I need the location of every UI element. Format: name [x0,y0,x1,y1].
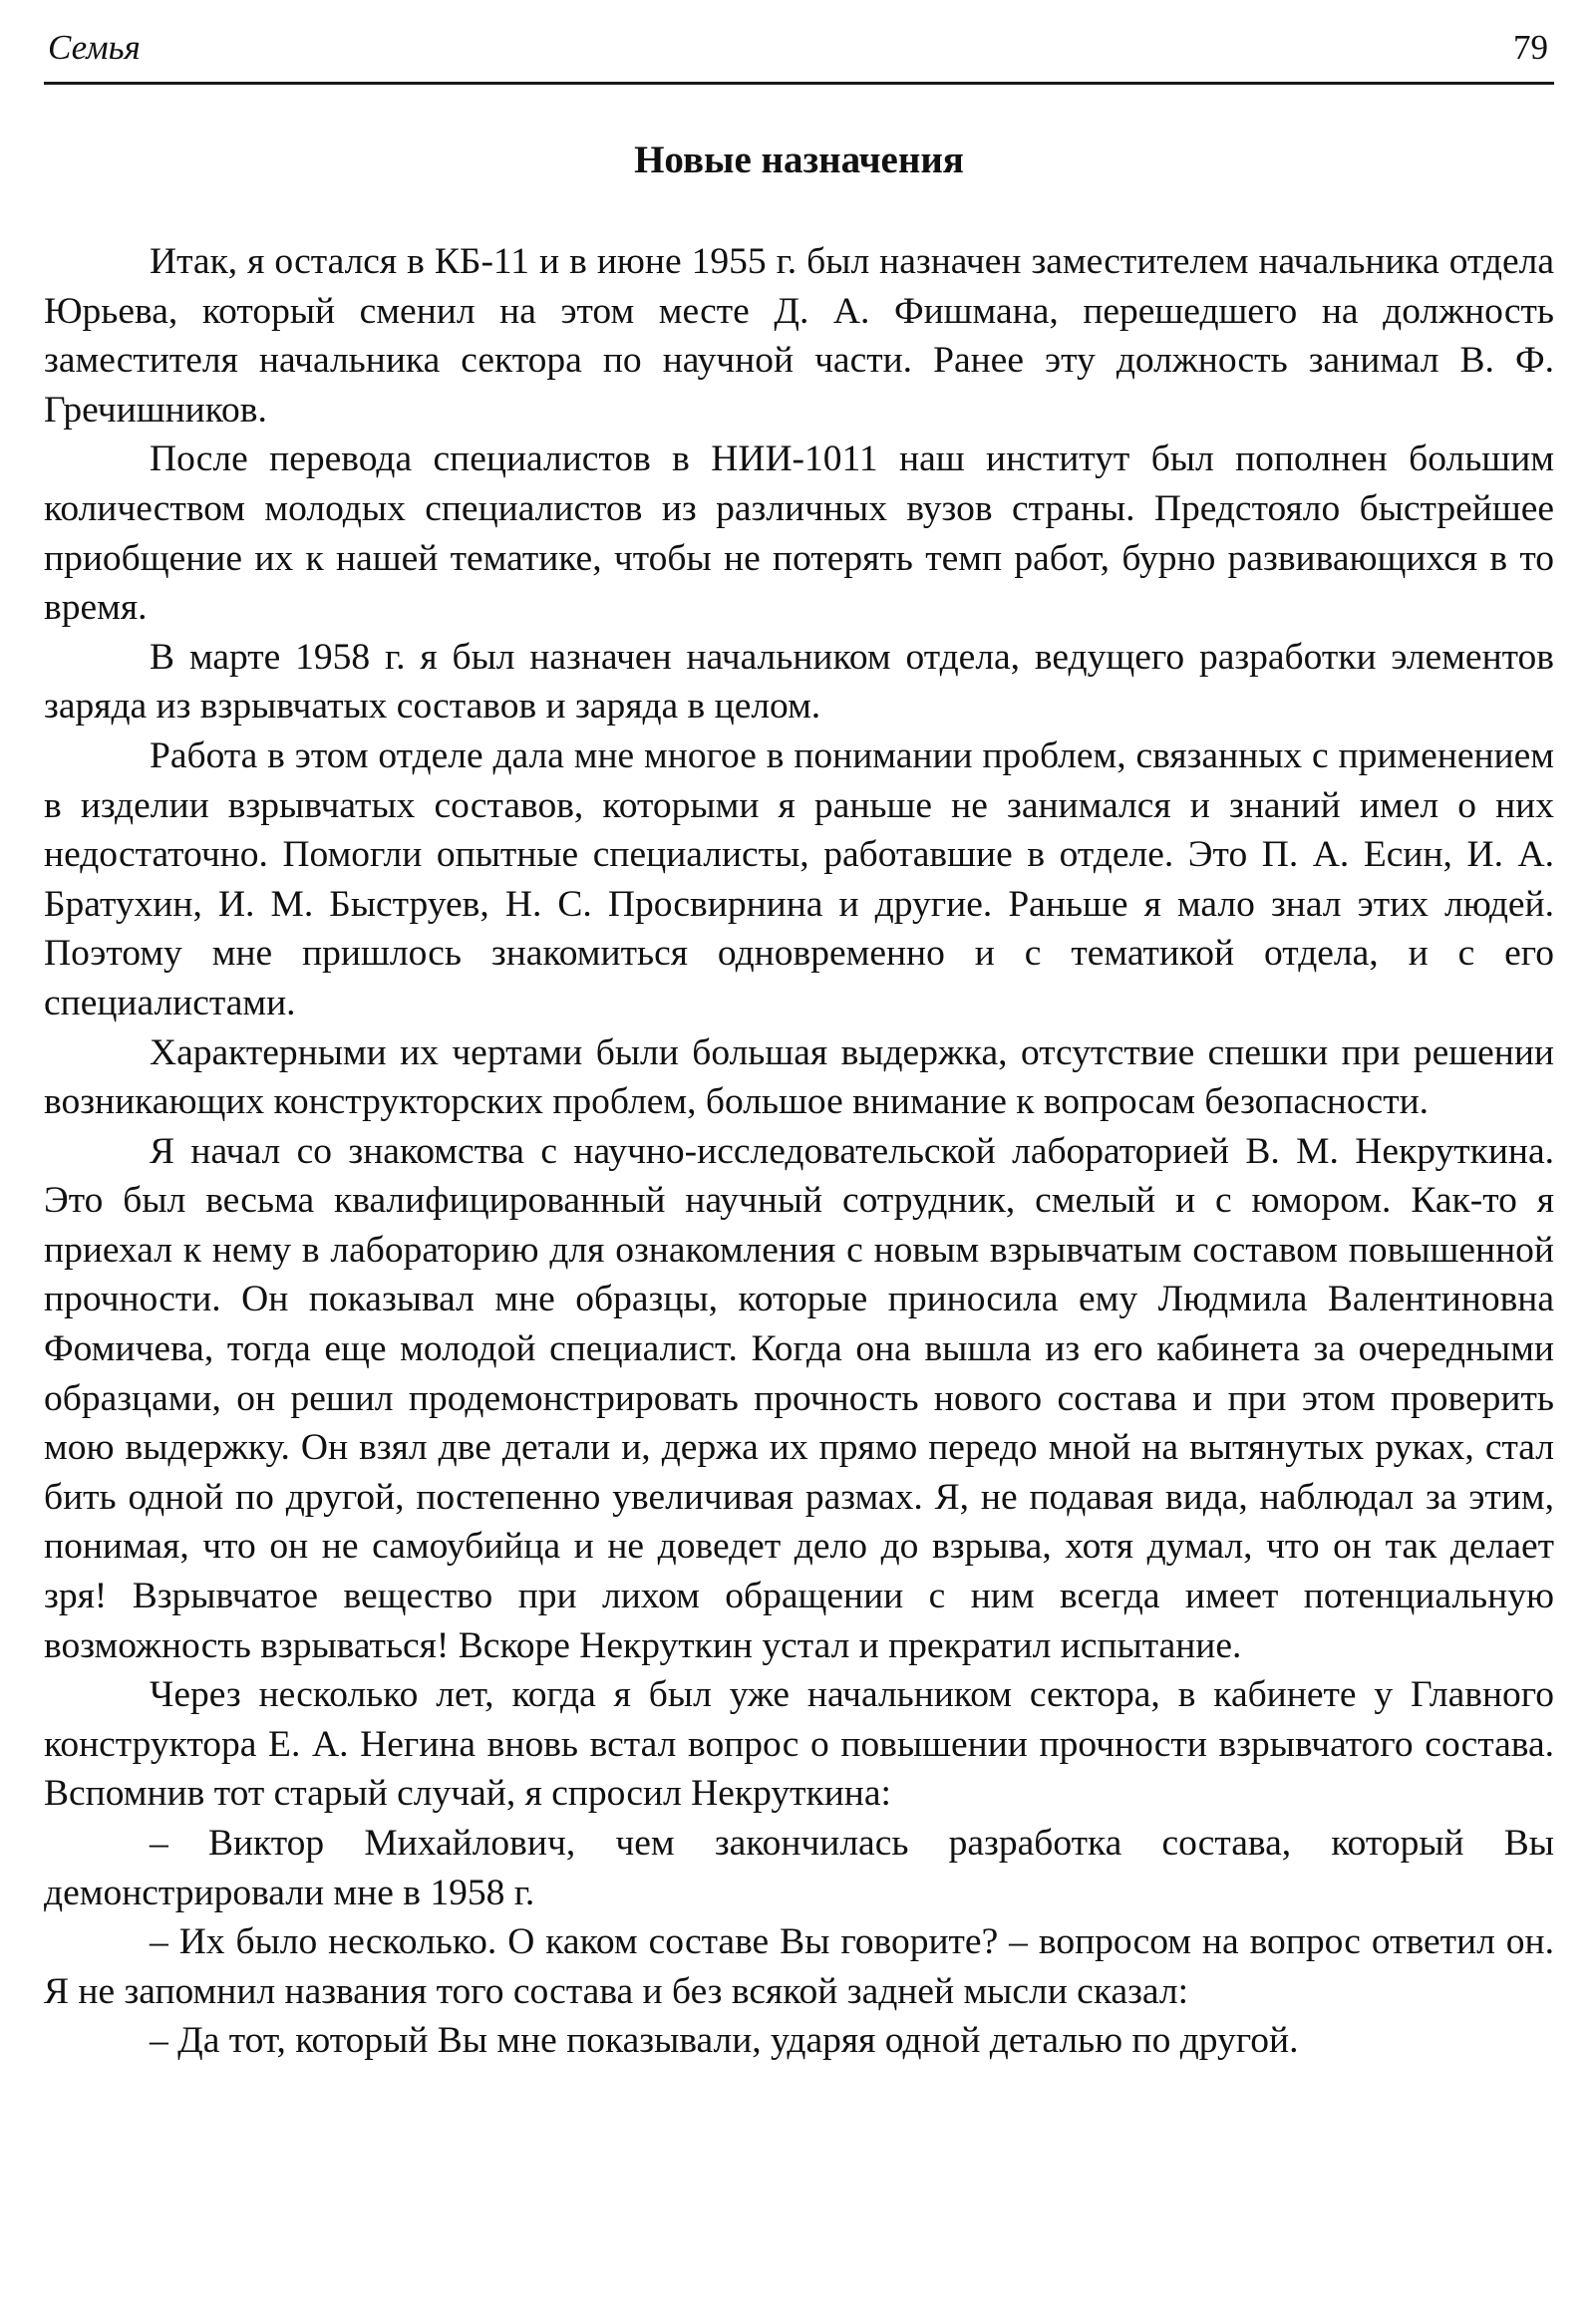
paragraph: Работа в этом отделе дала мне многое в понимании проблем, связанных с применением в изделии взрывчатых составов, которыми я раньше не занимался и знаний имел о них недостаточно. Помогли опытные специалисты, работавшие в отделе. Это П. А. Есин, И. А. Братухин, И. М. Быструев, Н. С. Просвирнина и другие. Раньше я мало знал этих людей. Поэтому мне пришлось знакомиться одновременно и с тематикой отдела, и с его специалистами. [44,734,1554,1023]
dialogue-line: – Виктор Михайлович, чем закончилась разработка состава, который Вы демонстрировали мне в 1958 г. [44,1823,1554,1913]
paragraph: Характерными их чертами были большая выдержка, отсутствие спешки при решении возникающих конструкторских проблем, большое внимание к вопросам безопасности. [44,1031,1554,1123]
dialogue-line: – Их было несколько. О каком составе Вы говорите? – вопросом на вопрос ответил он. Я не запомнил названия того состава и без всякой задней мысли сказал: [44,1921,1554,2012]
running-header [44,26,1554,85]
paragraph: В марте 1958 г. я был назначен начальником отдела, ведущего разработки элементов заряда из взрывчатых составов и заряда в целом. [44,636,1554,727]
dialogue-line: – Да тот, который Вы мне показывали, ударяя одной деталью по другой. [150,2020,1299,2062]
paragraph: Я начал со знакомства с научно-исследовательской лабораторией В. М. Некруткина. Это был весьма квалифицированный научный сотрудник, смелый и с юмором. Как-то я приехал к нему в лабораторию для ознакомления с новым взрывчатым составом повышенной прочности. Он показывал мне образцы, которые приносила ему Людмила Валентиновна Фомичева, тогда еще молодой специалист. Когда она вышла из его кабинета за очередными образцами, он решил продемонстрировать прочность нового состава и при этом проверить мою выдержку. Он взял две детали и, держа их прямо передо мной на вытянутых руках, стал бить одной по другой, постепенно увеличивая размах. Я, не подавая вида, наблюдал за этим, понимая, что он не самоубийца и не доведет дело до взрыва, хотя думал, что он так делает зря! Взрывчатое вещество при лихом обращении с ним всегда имеет потенциальную возможность взрываться! Вскоре Некруткин устал и прекратил испытание. [44,1130,1554,1666]
paragraph: Итак, я остался в КБ-11 и в июне 1955 г. был назначен заместителем начальника отдела Юрьева, который сменил на этом месте Д. А. Фишмана, перешедшего на должность заместителя начальника сектора по научной части. Ранее эту должность занимал В. Ф. Гречишников. [44,241,1554,431]
chapter-title: Новые назначения [634,139,964,181]
paragraph: Через несколько лет, когда я был уже начальником сектора, в кабинете у Главного конструктора Е. А. Негина вновь встал вопрос о повышении прочности взрывчатого состава. Вспомнив тот старый случай, я спросил Некруткина: [44,1674,1554,1815]
page-number: 79 [1513,28,1548,67]
body-text [44,237,1554,2066]
paragraph: После перевода специалистов в НИИ-1011 наш институт был пополнен большим количеством молодых специалистов из различных вузов страны. Предстояло быстрейшее приобщение их к нашей тематике, чтобы не потерять темп работ, бурно развивающихся в то время. [44,438,1554,629]
running-title: Семья [48,28,141,67]
